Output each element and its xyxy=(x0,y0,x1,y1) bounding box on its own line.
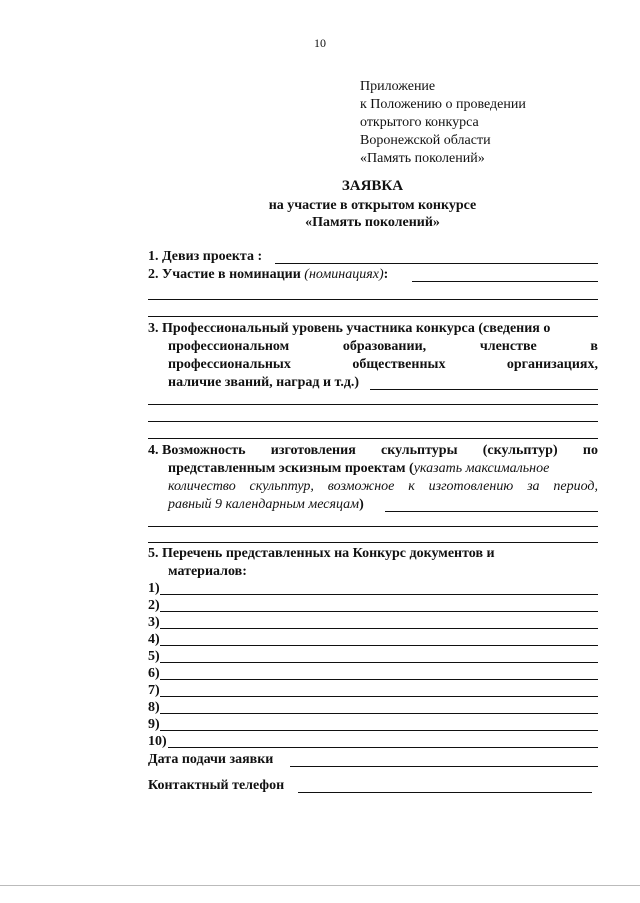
document-number: 8) xyxy=(148,700,160,715)
production-line4-italic: равный 9 календарным месяцам xyxy=(168,497,360,512)
word: за xyxy=(527,479,540,494)
appendix-line: «Память поколений» xyxy=(360,151,485,166)
professional-level-field-line-3[interactable] xyxy=(148,421,598,422)
document-number: 3) xyxy=(148,615,160,630)
word: профессиональном xyxy=(168,339,290,354)
motto-field[interactable] xyxy=(275,263,598,264)
document-number: 9) xyxy=(148,717,160,732)
page-number: 10 xyxy=(314,36,326,50)
nomination-label-text: 2. Участие в номинации xyxy=(148,267,301,282)
word: по xyxy=(582,443,598,458)
phone-label: Контактный телефон xyxy=(148,778,285,793)
document-number: 7) xyxy=(148,683,160,698)
document-field[interactable] xyxy=(160,696,598,697)
word: изготовления xyxy=(270,443,356,458)
word: членстве xyxy=(479,339,537,354)
item-production-line4 xyxy=(168,496,364,514)
production-field-line-3[interactable] xyxy=(148,542,598,543)
document-field[interactable] xyxy=(160,611,598,612)
item-documents-line1: 5. Перечень представленных на Конкурс документов и xyxy=(148,546,495,561)
document-number: 10) xyxy=(148,734,167,749)
item-production-line2 xyxy=(168,460,549,478)
document-number: 4) xyxy=(148,632,160,647)
item-documents-line2: материалов: xyxy=(168,564,247,579)
word: образовании, xyxy=(342,339,427,354)
document-number: 5) xyxy=(148,649,160,664)
page-bottom-edge xyxy=(0,885,640,886)
word: скульптур, xyxy=(249,479,314,494)
document-number: 6) xyxy=(148,666,160,681)
word: общественных xyxy=(352,357,446,372)
document-field[interactable] xyxy=(160,679,598,680)
professional-level-field-line-2[interactable] xyxy=(148,404,598,405)
nomination-field-line-3[interactable] xyxy=(148,316,598,317)
production-line2-bold: представленным эскизным проектам ( xyxy=(168,461,414,476)
appendix-line: Воронежской области xyxy=(360,133,491,148)
nomination-field-line-2[interactable] xyxy=(148,299,598,300)
professional-level-field-line-4[interactable] xyxy=(148,438,598,439)
appendix-line: открытого конкурса xyxy=(360,115,479,130)
date-field[interactable] xyxy=(290,766,598,767)
professional-level-field[interactable] xyxy=(370,389,598,390)
document-field[interactable] xyxy=(160,594,598,595)
production-line4-close: ) xyxy=(359,497,364,512)
word: к xyxy=(408,479,415,494)
word: период, xyxy=(553,479,598,494)
item-nomination-label xyxy=(148,266,388,284)
production-field[interactable] xyxy=(385,511,598,512)
document-field[interactable] xyxy=(160,730,598,731)
word: в xyxy=(590,339,598,354)
item-motto-label: 1. Девиз проекта : xyxy=(148,249,263,264)
item-professional-level-line2 xyxy=(168,338,598,356)
word: изготовлению xyxy=(428,479,514,494)
document-subtitle-contest: «Память поколений» xyxy=(305,215,440,230)
word: организациях, xyxy=(506,357,598,372)
word: (скульптур) xyxy=(482,443,558,458)
word: количество xyxy=(168,479,236,494)
nomination-label-italic: (номинациях) xyxy=(304,267,384,282)
document-field[interactable] xyxy=(160,628,598,629)
document-field[interactable] xyxy=(160,662,598,663)
document-subtitle: на участие в открытом конкурсе xyxy=(268,198,477,213)
phone-field[interactable] xyxy=(298,792,592,793)
item-professional-level-line3 xyxy=(168,356,598,374)
appendix-note xyxy=(360,78,526,168)
document-field[interactable] xyxy=(168,747,598,748)
word: 4. Возможность xyxy=(148,443,246,458)
appendix-line: Приложение xyxy=(360,79,436,94)
appendix-line: к Положению о проведении xyxy=(360,97,526,112)
word: возможное xyxy=(327,479,395,494)
item-professional-level-line1: 3. Профессиональный уровень участника конкурса (сведения о xyxy=(148,321,551,336)
document-field[interactable] xyxy=(160,713,598,714)
production-line2-italic: указать максимальное xyxy=(413,461,550,476)
production-field-line-2[interactable] xyxy=(148,526,598,527)
date-label: Дата подачи заявки xyxy=(148,752,274,767)
document-field[interactable] xyxy=(160,645,598,646)
item-production-line3 xyxy=(168,478,598,496)
document-number: 1) xyxy=(148,581,160,596)
item-professional-level-line4: наличие званий, наград и т.д.) xyxy=(168,375,360,390)
document-number: 2) xyxy=(148,598,160,613)
item-production-line1 xyxy=(148,442,598,460)
document-title: ЗАЯВКА xyxy=(341,178,404,194)
word: профессиональных xyxy=(168,357,291,372)
word: скульптуры xyxy=(381,443,458,458)
nomination-label-colon: : xyxy=(383,267,389,282)
nomination-field[interactable] xyxy=(412,281,598,282)
